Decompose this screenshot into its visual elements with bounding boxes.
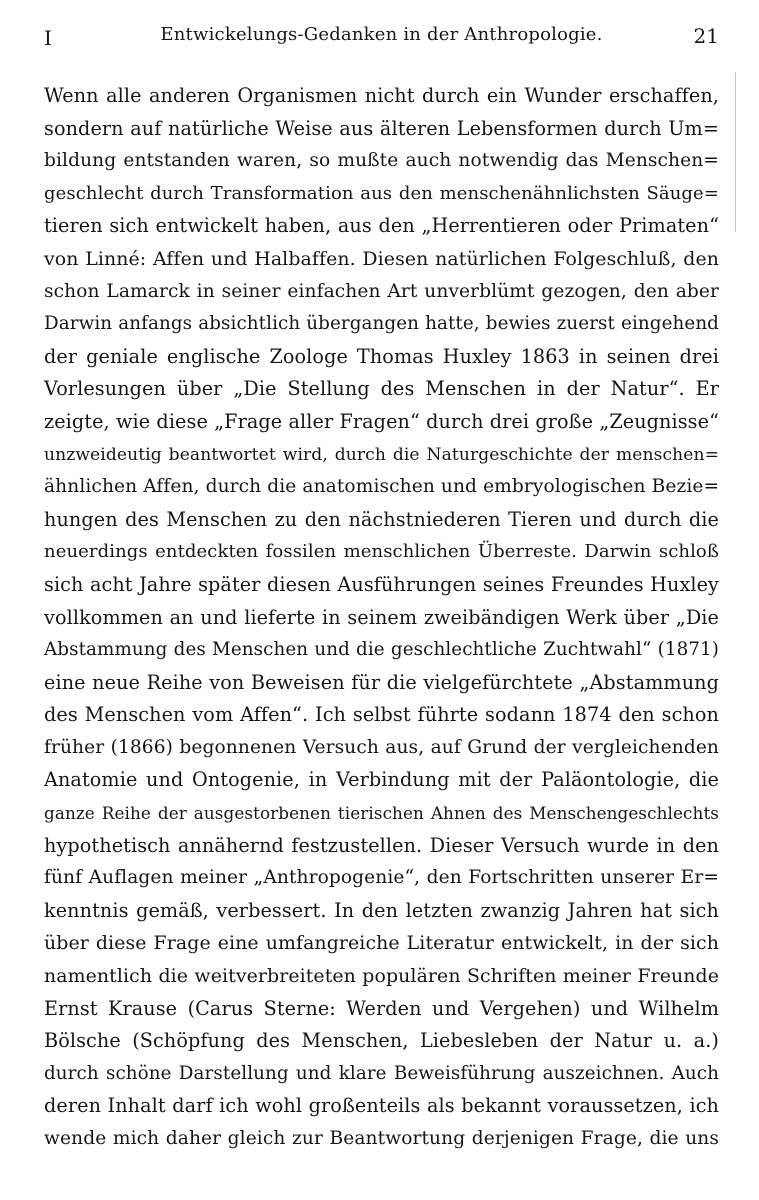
text-line: Wenn alle anderen Organismen nicht durch ein Wunder erschaffen, (44, 84, 719, 107)
running-head-title: Entwickelungs-Gedanken in der Anthropologie. (160, 24, 603, 45)
section-number: I (44, 26, 52, 50)
text-line: wende mich daher gleich zur Beantwortung derjenigen Frage, die uns (44, 1128, 719, 1149)
text-line: schon Lamarck in seiner einfachen Art unverblümt gezogen, den aber (44, 280, 719, 302)
text-line: früher (1866) begonnenen Versuch aus, auf Grund der vergleichenden (44, 736, 719, 758)
text-line: über diese Frage eine umfangreiche Literatur entwickelt, in der sich (44, 932, 719, 955)
margin-mark (735, 72, 738, 232)
text-line: hungen des Menschen zu den nächstniederen Tieren und durch die (44, 507, 719, 531)
page-number: 21 (693, 24, 719, 48)
text-line: kenntnis gemäß, verbessert. In den letzten zwanzig Jahren hat sich (44, 898, 719, 922)
text-line: geschlecht durch Transformation aus den menschenähnlichsten Säuge= (44, 182, 719, 204)
text-line: Anatomie und Ontogenie, in Verbindung mit der Paläontologie, die (44, 768, 719, 792)
text-line: Darwin anfangs absichtlich übergangen hatte, bewies zuerst eingehend (44, 313, 719, 335)
text-line: sich acht Jahre später diesen Ausführungen seines Freundes Huxley (44, 572, 719, 596)
text-line: vollkommen an und lieferte in seinem zweibändigen Werk über „Die (44, 605, 719, 629)
text-line: namentlich die weitverbreiteten populären Schriften meiner Freunde (44, 965, 719, 988)
text-line: des Menschen vom Affen“. Ich selbst führte sodann 1874 den schon (44, 703, 719, 727)
text-line: durch schöne Darstellung und klare Beweisführung auszeichnen. Auch (44, 1062, 719, 1084)
text-line: Ernst Krause (Carus Sterne: Werden und Vergehen) und Wilhelm (44, 996, 719, 1020)
text-line: Vorlesungen über „Die Stellung des Menschen in der Natur“. Er (44, 377, 719, 401)
text-line: deren Inhalt darf ich wohl großenteils als bekannt voraussetzen, ich (44, 1094, 719, 1118)
text-line: bildung entstanden waren, so mußte auch notwendig das Menschen= (44, 150, 719, 172)
text-line: von Linné: Affen und Halbaffen. Diesen natürlichen Folgeschluß, den (44, 247, 719, 270)
text-line: ähnlichen Affen, durch die anatomischen und embryologischen Bezie= (44, 476, 720, 498)
text-line: fünf Auflagen meiner „Anthropogenie“, den Fortschritten unserer Er= (44, 867, 719, 889)
running-head (44, 24, 719, 54)
text-line: Abstammung des Menschen und die geschlechtliche Zuchtwahl“ (1871) (44, 639, 719, 661)
text-line: zeigte, wie diese „Frage aller Fragen“ durch drei große „Zeugnisse“ (44, 409, 719, 433)
text-line: der geniale englische Zoologe Thomas Huxley 1863 in seinen drei (44, 344, 719, 368)
text-line: ganze Reihe der ausgestorbenen tierischen Ahnen des Menschengeschlechts (44, 803, 719, 824)
text-line: eine neue Reihe von Beweisen für die vielgefürchtete „Abstammung (44, 670, 719, 694)
body-text (44, 80, 719, 1156)
text-line: tieren sich entwickelt haben, aus den „Herrentieren oder Primaten“ (44, 214, 719, 238)
text-line: unzweideutig beantwortet wird, durch die Naturgeschichte der menschen= (44, 444, 719, 465)
text-line: sondern auf natürliche Weise aus älteren Lebensformen durch Um= (44, 116, 719, 140)
text-line: Bölsche (Schöpfung des Menschen, Liebesleben der Natur u. a.) (44, 1029, 719, 1053)
text-line: hypothetisch annähernd festzustellen. Dieser Versuch wurde in den (44, 833, 719, 857)
text-line: neuerdings entdeckten fossilen menschlichen Überreste. Darwin schloß (44, 541, 719, 563)
